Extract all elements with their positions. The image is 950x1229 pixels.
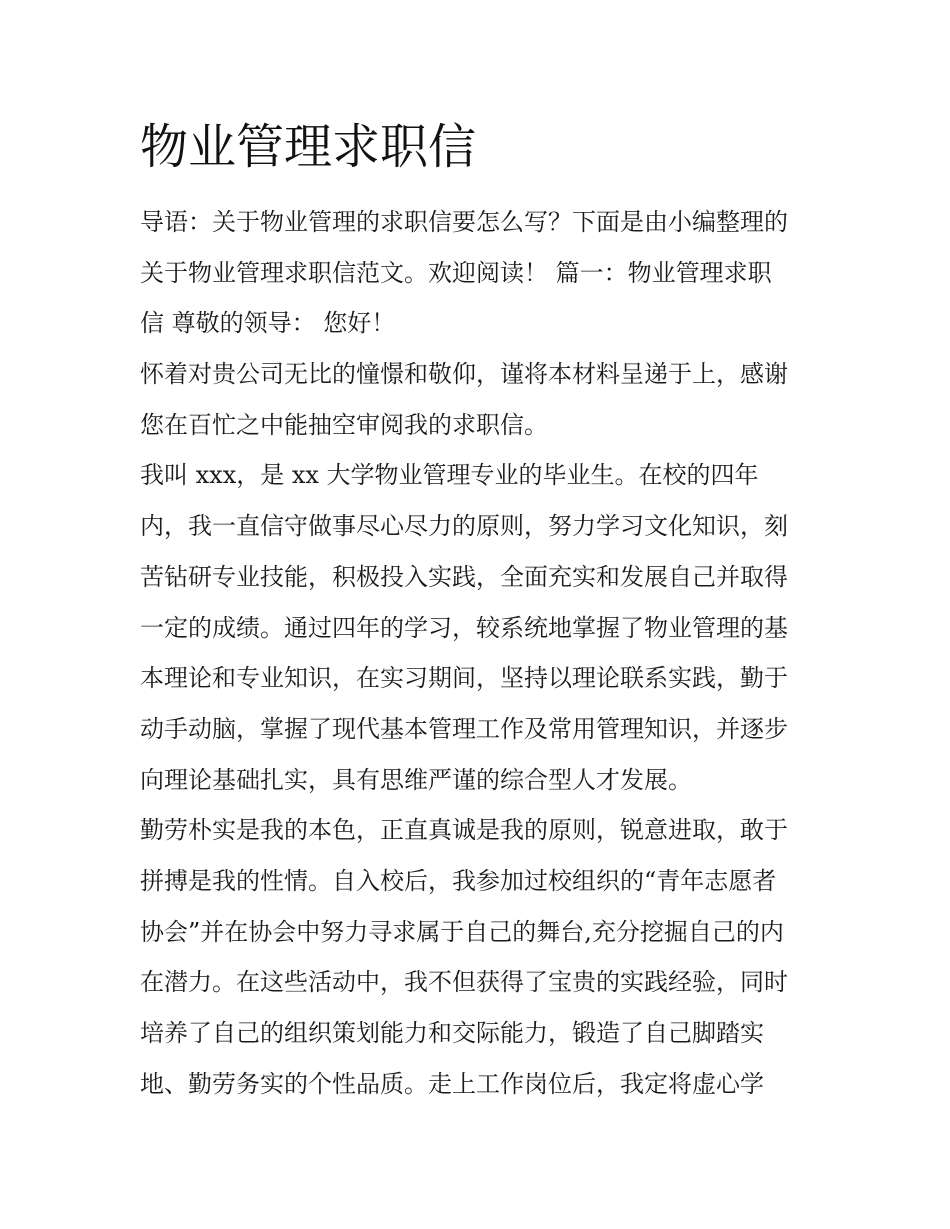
body-line-10: 本理论和专业知识，在实习期间，坚持以理论联系实践，勤于: [140, 664, 788, 693]
body-line-17: 培养了自己的组织策划能力和交际能力，锻造了自己脚踏实: [140, 1019, 764, 1047]
body-line-8: 苦钻研专业技能，积极投入实践，全面充实和发展自己并取得: [140, 562, 788, 591]
body-line-1: 导语：关于物业管理的求职信要怎么写？下面是由小编整理的: [140, 208, 788, 236]
body-line-11: 动手动脑，掌握了现代基本管理工作及常用管理知识，并逐步: [140, 714, 788, 743]
body-line-4: 怀着对贵公司无比的憧憬和敬仰，谨将本材料呈递于上，感谢: [140, 360, 788, 389]
letter-body: [140, 197, 820, 1109]
body-line-12: 向理论基础扎实，具有思维严谨的综合型人才发展。: [140, 765, 692, 794]
body-line-3: 信 尊敬的领导： 您好！: [140, 309, 396, 338]
page-title: 物业管理求职信: [140, 119, 477, 175]
body-line-5: 您在百忙之中能抽空审阅我的求职信。: [140, 410, 548, 439]
body-line-15: 协会”并在协会中努力寻求属于自己的舞台,充分挖掘自己的内: [140, 917, 784, 946]
body-line-9: 一定的成绩。通过四年的学习，较系统地掌握了物业管理的基: [140, 613, 788, 642]
body-line-18: 地、勤劳务实的个性品质。走上工作岗位后，我定将虚心学: [140, 1069, 764, 1098]
body-line-7: 内，我一直信守做事尽心尽力的原则，努力学习文化知识，刻: [140, 512, 788, 541]
body-line-14: 拼搏是我的性情。自入校后，我参加过校组织的“青年志愿者: [140, 866, 777, 895]
body-line-6: 我叫 xxx，是 xx 大学物业管理专业的毕业生。在校的四年: [140, 461, 759, 490]
body-line-13: 勤劳朴实是我的本色，正直真诚是我的原则，锐意进取，敢于: [140, 816, 788, 845]
body-line-2: 关于物业管理求职信范文。欢迎阅读！ 篇一：物业管理求职: [140, 258, 772, 287]
body-line-16: 在潜力。在这些活动中，我不但获得了宝贵的实践经验，同时: [140, 968, 788, 997]
